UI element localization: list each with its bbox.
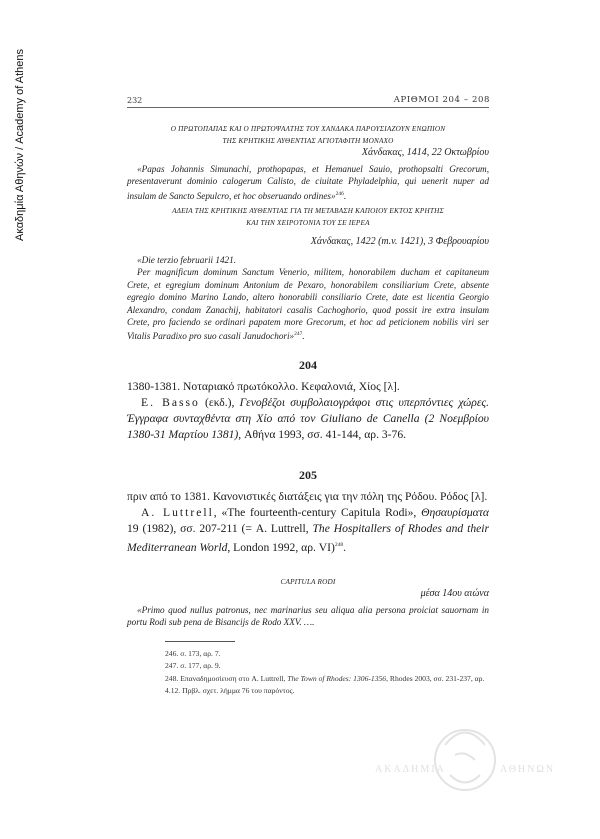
doc2-title-line1: ΑΔΕΙΑ ΤΗΣ ΚΡΗΤΙΚΗΣ ΑΥΘΕΝΤΙΑΣ ΓΙΑ ΤΗ ΜΕΤΑΒΑΣΗ ΚΑΠΟΙΟΥ ΕΚΤΟΣ ΚΡΗΤΗΣ (172, 207, 444, 215)
page-number: 232 (127, 96, 143, 105)
entry-204-rest: , Αθήνα 1993, σσ. 41-144, αρ. 3-76. (238, 428, 407, 441)
entry-205-book: The Hospitallers of Rhodes and their Mediterranean World (127, 522, 489, 554)
archive-side-label: Ακαδημία Αθηνών / Academy of Athens (14, 48, 26, 242)
doc1-title-line1: Ο ΠΡΩΤΟΠΑΠΑΣ ΚΑΙ Ο ΠΡΩΤΟΨΑΛΤΗΣ ΤΟΥ ΧΑΝΔΑΚΑ ΠΑΡΟΥΣΙΑΖΟΥΝ ΕΝΩΠΙΟΝ (170, 125, 446, 133)
entry-205-number: 205 (299, 468, 317, 482)
entry-205-part3: , London 1992, αρ. VI) (227, 540, 335, 554)
watermark-text-right: ΑΘΗΝΩΝ (500, 764, 556, 775)
academy-watermark (370, 720, 560, 810)
running-head: ΑΡΙΘΜΟΙ 204 – 208 (393, 95, 490, 105)
footnotes (165, 648, 489, 698)
doc2-dateline: Χάνδακας, 1422 (m.v. 1421), 3 Φεβρουαρίου (310, 236, 489, 247)
capitula-title: CAPITULA RODI (280, 578, 336, 586)
capitula-text: «Primo quod nullus patronus, nec marinarius seu aliqua alia persona proiciat sauornam in portu Rodi sub pena de Bisancijs de Rodo XXV. …. (127, 605, 489, 628)
entry-205-journal: Θησαυρίσματα (421, 506, 489, 519)
entry-204 (127, 379, 489, 443)
header-rule (127, 107, 489, 108)
capitula-dateline: μέσα 14ου αιώνα (420, 588, 489, 599)
entry-205-author: A. Luttrell (141, 506, 214, 519)
doc2-text: Per magnificum dominum Sanctum Venerio, militem, honorabilem ducham et capitaneum Crete, et egregium dominum Antonium de Pexaro, honorabilem consiliarium Crete, absente egregio domino Marino Lando, altero honorabili consiliario Crete, date est licentia Georgio Alexandro, condam Zanachij, habitatori casalis Cachoghorio, quod possit ire extra insulam Crete, pro faciendo se ordinari papatem more Grecorum, et hoc ad peticionem nobilis viri ser Vitalis Paradixo pro suo casali Janudochori» (127, 267, 489, 342)
entry-204-author: E. Basso (141, 396, 200, 409)
entry-205-line1: πριν από το 1381. Κανονιστικές διατάξεις για την πόλη της Ρόδου. Ρόδος [λ]. (127, 490, 488, 503)
footnote-247: 247. σ. 177, αρ. 9. (165, 661, 221, 671)
entry-205-part2: 19 (1982), σσ. 207-211 (= A. Luttrell, (127, 522, 313, 535)
footnote-248-pre: 248. Επαναδημοσίευση στο A. Luttrell, (165, 673, 288, 683)
doc2-title (127, 205, 489, 229)
watermark-text-left: ΑΚΑΔΗΜΙΑ (375, 764, 446, 775)
footnote-248-post: , Rhodes 2003, σσ. 231-237, αρ. 4.12. Πρβλ. σχετ. λήμμα 76 του παρόντος. (165, 673, 485, 696)
doc2-text-block: «Die terzio februarii 1421. Per magnificum dominum Sanctum Venerio, militem, honorabilem ducham et capitaneum Crete, et egregium dominum Antonium de Pexaro, honorabilem consiliarium Crete, absente egregio domino Marino Lando, altero honorabili consiliario Crete, date est licentia Georgio Alexandro, condam Zanachij, habitatori casalis Cachoghorio, quod possit ire extra insulam Crete, pro faciendo se ordinari papatem more Grecorum, et hoc ad peticionem nobilis viri ser Vitalis Paradixo pro suo casali Janudochori»$^{247}$. (127, 255, 489, 342)
entry-204-number: 204 (299, 358, 317, 372)
entry-204-ed: (εκδ.), (204, 396, 240, 409)
doc1-text-block: «Papas Johannis Simunachi, prothopapas, et Hemanuel Sauio, prothopsalti Grecorum, presentaverunt dominio calogerum Calisto, de ciuitate Phyladelphia, qui uenerit nuper ad insulam de Sancto Sepulcro, et hoc obseruando ordines»$^{246}$. (127, 164, 489, 201)
doc1-title (127, 123, 489, 147)
doc1-dateline: Χάνδακας, 1414, 22 Οκτωβρίου (361, 147, 489, 158)
doc2-title-line2: ΚΑΙ ΤΗΝ ΧΕΙΡΟΤΟΝΙΑ ΤΟΥ ΣΕ ΙΕΡΕΑ (246, 219, 370, 227)
doc1-text: «Papas Johannis Simunachi, prothopapas, et Hemanuel Sauio, prothopsalti Grecorum, presentaverunt dominio calogerum Calisto, de ciuitate Phyladelphia, qui uenerit nuper ad insulam de Sancto Sepulcro, et hoc obseruando ordines» (127, 164, 489, 201)
doc2-note-ref: 247 (294, 331, 303, 338)
doc2-line1: «Die terzio februarii 1421. (137, 255, 237, 265)
entry-204-line1: 1380-1381. Νοταριακό πρωτόκολλο. Κεφαλονιά, Χίος [λ]. (127, 380, 400, 393)
entry-205: πριν από το 1381. Κανονιστικές διατάξεις για την πόλη της Ρόδου. Ρόδος [λ]. A. Luttrell, «The fourteenth-century Capitula Rodi», Θησαυρίσματα 19 (1982), σσ. 207-211 (= A. Luttrell, The Hospitallers of Rhodes and their Mediterranean World, London 1992, αρ. VI)$^{248}$. (127, 490, 489, 554)
footnote-248-title: The Town of Rhodes: 1306-1356 (287, 673, 387, 683)
capitula-text-block (127, 604, 489, 629)
doc1-note-ref: 246 (335, 190, 344, 197)
entry-205-note-ref: 248 (334, 542, 344, 548)
footnote-rule (165, 641, 235, 642)
entry-205-part1: , «The fourteenth-century Capitula Rodi», (213, 506, 422, 519)
athena-head-icon (435, 730, 495, 790)
entry-204-title: Γενοβέζοι συμβολαιογράφοι στις υπερπόντιες χώρες. Έγγραφα συνταχθέντα στη Χίο από τον Giuliano de Canella (2 Νοεμβρίου 1380-31 Μαρτίου 1381) (127, 396, 489, 441)
footnote-246: 246. σ. 173, αρ. 7. (165, 649, 221, 658)
footnote-248 (165, 673, 489, 698)
doc1-title-line2: ΤΗΣ ΚΡΗΤΙΚΗΣ ΑΥΘΕΝΤΙΑΣ ΑΓΙΟΤΑΦΙΤΗ ΜΟΝΑΧΟ (222, 137, 394, 145)
